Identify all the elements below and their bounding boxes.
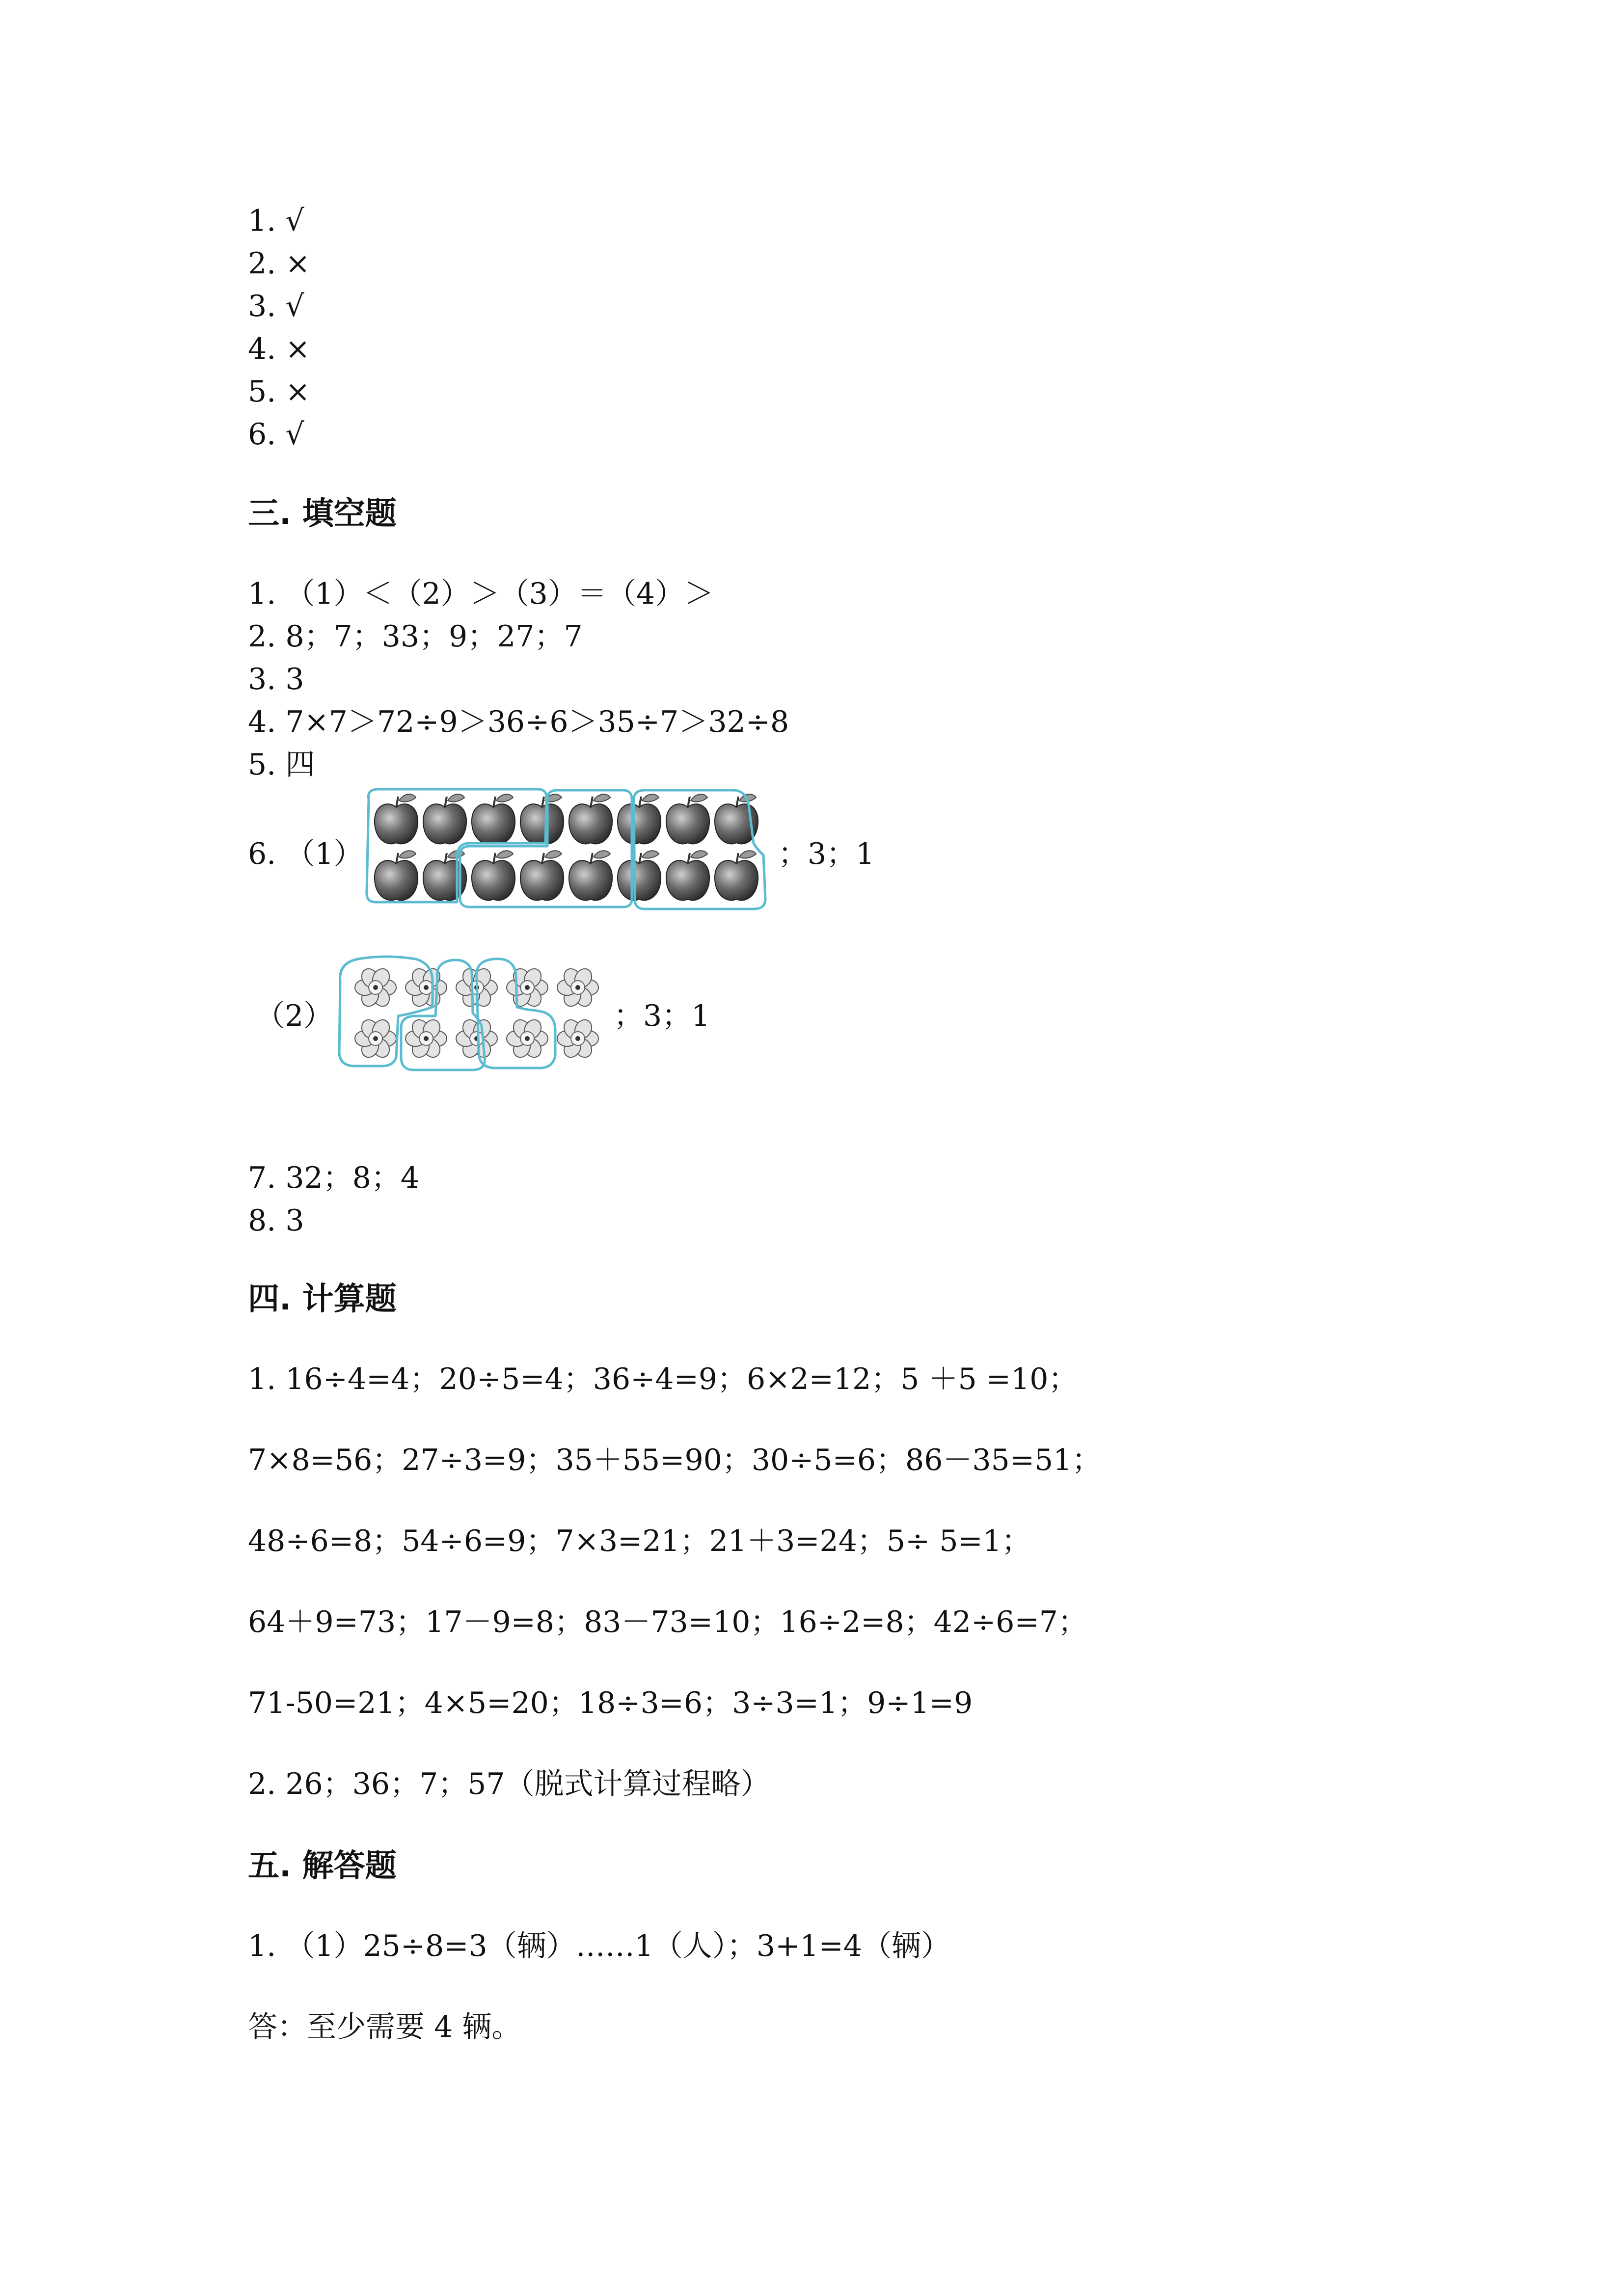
- flower-icon: [557, 1017, 598, 1061]
- fill-answer-3: 3. 3: [248, 662, 304, 696]
- judge-item-4: 4. ×: [248, 332, 310, 366]
- flower-icon: [355, 966, 396, 1010]
- apple-icon: [666, 794, 709, 844]
- fill-answer-4: 4. 7×7＞72÷9＞36÷6＞35÷7＞32÷8: [248, 705, 789, 739]
- section-4-heading: 四. 计算题: [248, 1281, 397, 1317]
- apple-icon: [618, 851, 661, 900]
- apple-icon: [423, 794, 466, 844]
- flower-icon: [355, 1017, 396, 1061]
- apple-icon: [472, 794, 515, 844]
- apple-icon: [569, 851, 612, 900]
- calc-line-3: 48÷6=8；54÷6=9；7×3=21；21＋3=24；5÷ 5=1；: [248, 1524, 1031, 1558]
- fill-answer-6-1-result: ；3；1: [778, 837, 875, 871]
- fill-answer-1: 1. （1）＜（2）＞（3）＝（4）＞: [248, 577, 714, 611]
- section-3-heading: 三. 填空题: [248, 496, 397, 532]
- apple-icon: [715, 851, 758, 900]
- judge-item-6: 6. √: [248, 417, 304, 452]
- apple-icon: [520, 851, 564, 900]
- flower-icon: [406, 966, 447, 1010]
- fill-answer-6-2-label: （2）: [255, 999, 333, 1033]
- calc-line-2: 7×8=56；27÷3=9；35＋55=90；30÷5=6；86－35=51；: [248, 1443, 1102, 1477]
- apple-icon: [375, 851, 418, 900]
- fill-answer-6-2-result: ；3；1: [614, 999, 710, 1033]
- judge-item-2: 2. ×: [248, 246, 310, 281]
- apple-icon: [520, 794, 564, 844]
- calc-line-1: 1. 16÷4=4；20÷5=4；36÷4=9；6×2=12；5 ＋5 =10；: [248, 1362, 1078, 1396]
- calc-line-6: 2. 26；36；7；57（脱式计算过程略）: [248, 1767, 770, 1801]
- section-5-heading: 五. 解答题: [248, 1848, 397, 1884]
- fill-answer-2: 2. 8；7；33；9；27；7: [248, 619, 583, 654]
- fill-answer-5: 5. 四: [248, 748, 315, 782]
- apple-grouping-figure: [361, 785, 778, 913]
- flower-icon: [557, 966, 598, 1010]
- solve-answer-conclusion: 答：至少需要 4 辆。: [248, 2010, 521, 2044]
- apple-icon: [569, 794, 612, 844]
- flower-icon: [507, 1017, 548, 1061]
- judge-item-3: 3. √: [248, 289, 304, 323]
- calc-line-4: 64＋9=73；17－9=8；83－73=10；16÷2=8；42÷6=7；: [248, 1605, 1087, 1639]
- apple-icon: [666, 851, 709, 900]
- flower-icon: [406, 1017, 447, 1061]
- calc-line-5: 71-50=21；4×5=20；18÷3=6；3÷3=1；9÷1=9: [248, 1686, 973, 1720]
- fill-answer-6-label: 6. （1）: [248, 837, 363, 871]
- apple-icon: [618, 794, 661, 844]
- judge-item-5: 5. ×: [248, 374, 310, 409]
- flower-grouping-figure: [331, 952, 606, 1072]
- fill-answer-8: 8. 3: [248, 1203, 304, 1238]
- flower-icon: [507, 966, 548, 1010]
- fill-answer-7: 7. 32；8；4: [248, 1161, 420, 1195]
- apple-icon: [472, 851, 515, 900]
- solve-answer-1: 1. （1）25÷8=3（辆）……1（人）；3+1=4（辆）: [248, 1929, 950, 1963]
- apple-icon: [375, 794, 418, 844]
- judge-item-1: 1. √: [248, 204, 304, 238]
